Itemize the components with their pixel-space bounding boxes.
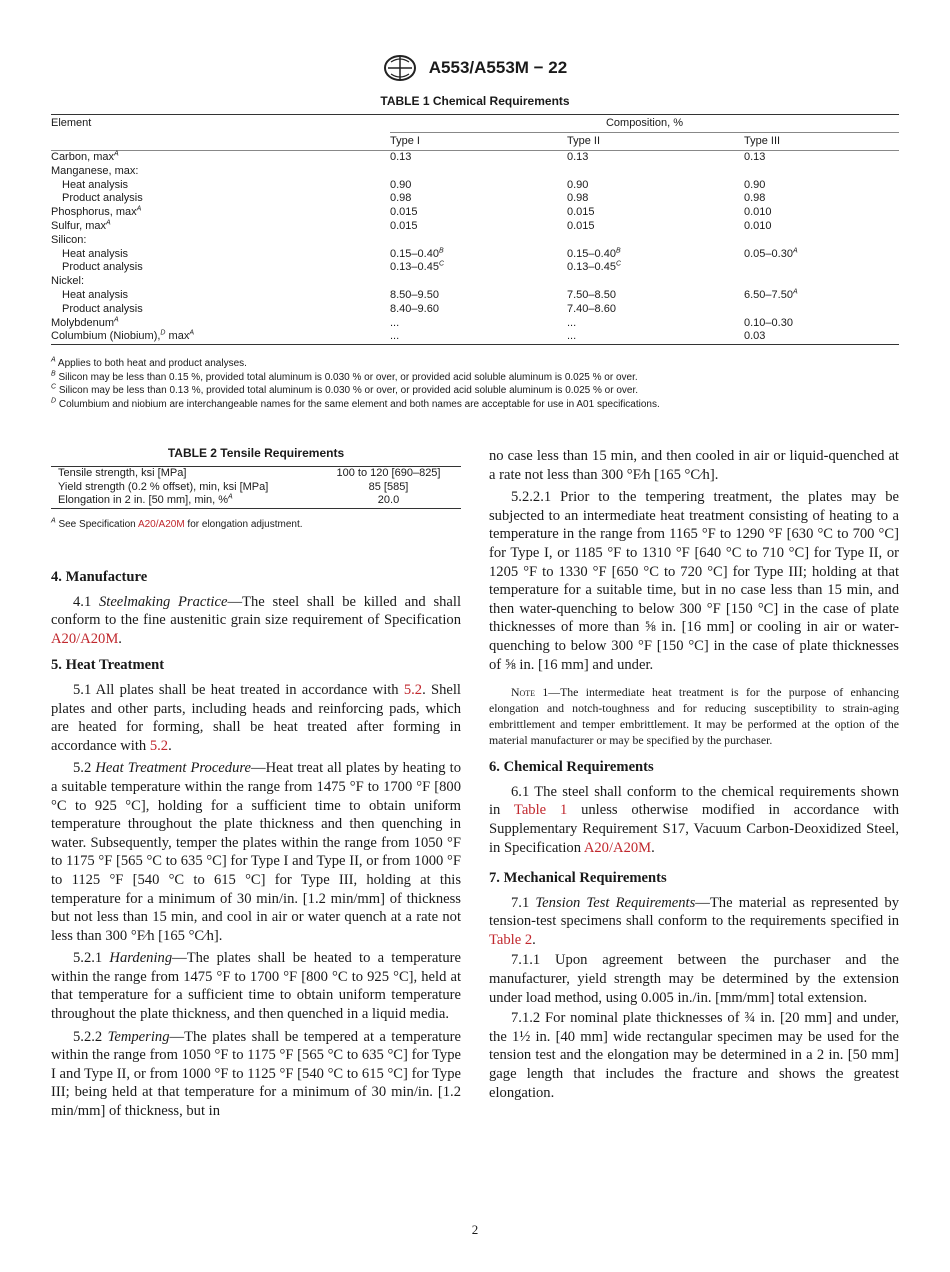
table-row: Elongation in 2 in. [50 mm], min, %$^A$ 20.0 <box>58 493 400 506</box>
table1-type-header: Type I <box>390 133 567 151</box>
a20-link[interactable]: A20/A20M <box>583 839 652 856</box>
table-row: Heat analysis 8.50–9.50 7.50–8.50 $6.50-7.50^A$ <box>62 288 798 301</box>
paragraph: 5.2 Heat Treatment Procedure—Heat treat all plates by heating to a suitable temperature within the range from 1475 °F to 1700 °F [800 °C to 925 °C], holding for a sufficient time to obtain uniform temperature throughout the plate thickness and then quenching in water. Subsequently, temper the plates within the range from 1050 °F to 1175 °F [565 °C to 635 °C] for Type I and Type II, or from 1000 °F to 1125 °F [540 °C to 615 °C] for Type III, holding at this temperature for a minimum of 30 min/in. [1.2 min/mm] of thickness but not less than 15 min, and cool in air or water quench at a rate not less than 300 °F⁄h [165 °C⁄h]. <box>51 760 461 944</box>
table-row: Silicon: <box>51 233 87 246</box>
a20-link[interactable]: A20/A20M <box>137 519 185 530</box>
paragraph: no case less than 15 min, and then cooled in air or liquid-quenched at a rate not less than 300 °F⁄h [165 °C⁄h]. <box>489 448 899 483</box>
a20-link[interactable]: A20/A20M <box>51 630 119 647</box>
page-header <box>0 54 950 82</box>
section-5-2-link[interactable]: 5.2 <box>149 737 169 754</box>
table1-link[interactable]: Table 1 <box>513 802 568 819</box>
table1 <box>51 114 899 345</box>
table-row: Carbon, $\max^A$ 0.13 0.13 0.13 <box>51 150 766 163</box>
table-row: Molybdenum$^A$ ... ... 0.10–0.30 <box>51 315 793 329</box>
table1-type-header: Type III <box>744 133 899 151</box>
paragraph: 5.1 All plates shall be heat treated in accordance with 5.2. Shell plates and other parts, including heads and reinforcing pads, which are heated for forming, shall be heat treated after forming in accordance with 5.2. <box>51 681 461 754</box>
table1-element-header: Element <box>51 117 92 129</box>
section-heading: 6. Chemical Requirements <box>489 759 654 776</box>
table2-footnote: $^A$ See Specification A20/A20M for elongation adjustment. <box>51 517 303 530</box>
section-5-2-link[interactable]: 5.2 <box>403 681 423 698</box>
table-row: Product analysis 0.98 0.98 0.98 <box>62 192 766 205</box>
right-column <box>489 447 899 1102</box>
page-number: 2 <box>471 1222 479 1237</box>
paragraph: 7.1.2 For nominal plate thicknesses of ¾ in. [20 mm] and under, the 1½ in. [40 mm] wide rectangular specimen may be used for the tension test and the elongation may be determined in a 2 in. [50 mm] gage length that includes the fracture and shows the greatest elongation. <box>489 1010 899 1101</box>
table1-footnote: $^B$ Silicon may be less than 0.15 %, provided total aluminum is 0.030 % or over, or provided acid soluble aluminum is 0.025 % or over. <box>51 370 638 383</box>
table-row: Heat analysis $0.15-0.40^B$ $0.15-0.40^B$ $0.05-0.30^A$ <box>62 246 798 260</box>
table1-footnote: $^D$ Columbium and niobium are interchangeable names for the same element and both names are acceptable for use in A01 specifications. <box>51 397 660 410</box>
table-row: Heat analysis 0.90 0.90 0.90 <box>62 178 766 191</box>
astm-logo-icon <box>383 54 417 82</box>
table-row: Columbium (Niobium),$^D$ $\max^A$ ... ... 0.03 <box>51 329 766 343</box>
section-heading: 7. Mechanical Requirements <box>489 870 667 887</box>
table1-type-header: Type II <box>567 133 744 151</box>
table-row: Phosphorus, $\max^A$ 0.015 0.015 0.010 <box>51 205 772 219</box>
table1-composition-header: Composition, % <box>605 117 684 129</box>
table-row: Product analysis 8.40–9.60 7.40–8.60 <box>62 302 616 315</box>
paragraph: 6.1 The steel shall conform to the chemical requirements shown in Table 1 unless otherwise modified in accordance with Supplementary Requirement S17, Vacuum Carbon-Deoxidized Steel, in Specification A20/A20M. <box>489 783 899 856</box>
table2 <box>51 466 461 509</box>
paragraph: 5.2.1 Hardening—The plates shall be heated to a temperature within the range from 1475 °F to 1700 °F [800 °C to 925 °C], held at that temperature for a sufficient time to obtain uniform temperature throughout the plate thickness, and then quenched in a liquid media. <box>51 950 461 1023</box>
table-row: Sulfur, $\max^A$ 0.015 0.015 0.010 <box>51 219 772 232</box>
table-row: Tensile strength, ksi [MPa] 100 to 120 [690–825] <box>58 467 441 479</box>
paragraph: 5.2.2 Tempering—The plates shall be tempered at a temperature within the range from 1050 °F to 1175 °F [565 °C to 635 °C] for Type I and Type II, or from 1000 °F to 1125 °F [540 °C to 615 °C] for Type III; being held at that temperature for a minimum of 30 min/in. [1.2 min/mm] of thickness, but in <box>51 1028 461 1120</box>
paragraph: 5.2.2.1 Prior to the tempering treatment, the plates may be subjected to an intermediate heat treatment consisting of heating to a temperature in the range from 1165 °F to 1290 °F [630 °C to 700 °C] for Type I, or 1185 °F to 1310 °F [640 °C to 710 °C] for Type II, or 1205 °F to 1330 °F [650 °C to 720 °C] for Type III; holding at that temperature for a suitable time, but in no case less than 15 min, and then water-quenching to below 300 °F [150 °C] in the case of plate thicknesses of more than ⅝ in. [16 mm] or cooling in air or water-quenching to below 300 °F [150 °C] in the case of plate thicknesses of ⅝ in. [16 mm] and under. <box>489 489 899 673</box>
table2-link[interactable]: Table 2 <box>489 931 533 948</box>
left-column <box>51 568 461 1121</box>
table2-title: TABLE 2 Tensile Requirements <box>167 446 345 460</box>
designation: A553/A553M − 22 <box>428 58 568 77</box>
paragraph: 7.1 Tension Test Requirements—The material as represented by tension-test specimens shall conform to the requirements specified in Table 2. <box>489 894 899 948</box>
table-row: Manganese, max: <box>51 164 139 177</box>
table1-footnote: $^C$ Silicon may be less than 0.13 %, provided total aluminum is 0.030 % or over, or provided acid soluble aluminum is 0.025 % or over. <box>51 383 639 397</box>
paragraph: 7.1.1 Upon agreement between the purchaser and the manufacturer, yield strength may be determined by the extension under load method, using 0.005 in./in. [mm/mm] total extension. <box>489 952 899 1006</box>
table1-footnote: $^A$ Applies to both heat and product analyses. <box>51 356 247 369</box>
note-1: Note 1—The intermediate heat treatment is for the purpose of enhancing elongation and notch-toughness and for reducing susceptibility to strain-aging embrittlement and temper embrittlement. It may be performed at the option of the material manufacturer or may be specified by the purchaser. <box>489 685 899 748</box>
table1-footnotes <box>51 357 899 411</box>
section-heading: 5. Heat Treatment <box>51 657 165 674</box>
table-row: Nickel: <box>51 275 85 288</box>
section-heading: 4. Manufacture <box>51 569 148 585</box>
table1-title: TABLE 1 Chemical Requirements <box>380 94 570 108</box>
table-row: Yield strength (0.2 % offset), min, ksi [MPa] 85 [585] <box>58 480 409 493</box>
paragraph: 4.1 Steelmaking Practice—The steel shall be killed and shall conform to the fine austenitic grain size requirement of Specification A20/A20M. <box>51 593 462 647</box>
table-row: Product analysis $0.13-0.45^C$ $0.13-0.45^C$ <box>62 260 621 274</box>
